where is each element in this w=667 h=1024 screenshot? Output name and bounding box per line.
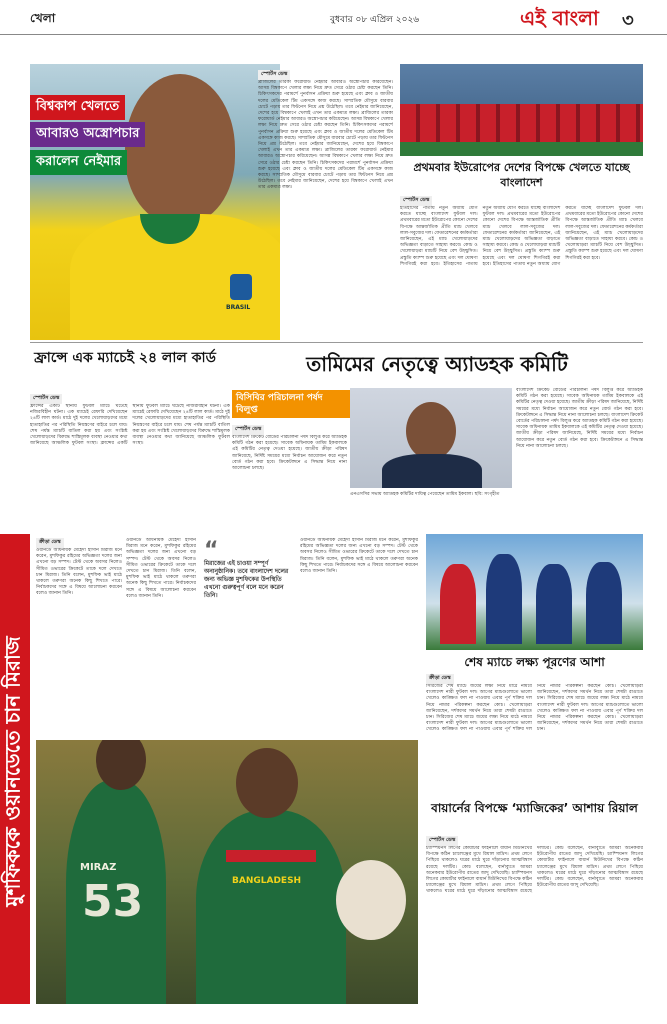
women-team-photo: [426, 534, 643, 650]
divider: [30, 342, 643, 343]
neymar-byline: স্পোর্টস ডেস্ক: [258, 70, 290, 80]
neymar-body: ব্রাজিলের তারকা ফরোয়ার্ড নেইমার আবারও অস্ত্রোপচার করিয়েছেন। আসন্ন বিশ্বকাপে খেলার লক্ষ্য নিয়ে দ্রুত সেরে ওঠার চেষ্টা করছেন তিনি। চিকিৎসকদের পরামর্শে পুনর্বাসন প্রক্রিয়া শুরু হয়েছে এবং ক্লাব ও জাতীয় দলের মেডিকেল টিম একসঙ্গে কাজ করছে। সাম্প্রতিক মৌসুমে বারবার চোটে পড়ায় তার ফিটনেস নিয়ে প্রশ্ন উঠেছিল। তবে নেইমার জানিয়েছেন, দেশের হয়ে বিশ্বকাপে খেলাই এখন তার একমাত্র লক্ষ্য। ব্রাজিলের তারকা ফরোয়ার্ড নেইমার আবারও অস্ত্রোপচার করিয়েছেন। আসন্ন বিশ্বকাপে খেলার লক্ষ্য নিয়ে দ্রুত সেরে ওঠার চেষ্টা করছেন তিনি। চিকিৎসকদের পরামর্শে পুনর্বাসন প্রক্রিয়া শুরু হয়েছে এবং ক্লাব ও জাতীয় দলের মেডিকেল টিম একসঙ্গে কাজ করছে। সাম্প্রতিক মৌসুমে বারবার চোটে পড়ায় তার ফিটনেস নিয়ে প্রশ্ন উঠেছিল। তবে নেইমার জানিয়েছেন, দেশের হয়ে বিশ্বকাপে খেলাই এখন তার একমাত্র লক্ষ্য। ব্রাজিলের তারকা ফরোয়ার্ড নেইমার আবারও অস্ত্রোপচার করিয়েছেন। আসন্ন বিশ্বকাপে খেলার লক্ষ্য নিয়ে দ্রুত সেরে ওঠার চেষ্টা করছেন তিনি। চিকিৎসকদের পরামর্শে পুনর্বাসন প্রক্রিয়া শুরু হয়েছে এবং ক্লাব ও জাতীয় দলের মেডিকেল টিম একসঙ্গে কাজ করছে। সাম্প্রতিক মৌসুমে বারবার চোটে পড়ায় তার ফিটনেস নিয়ে প্রশ্ন উঠেছিল। তবে নেইমার জানিয়েছেন, দেশের হয়ে বিশ্বকাপে খেলাই এখন তার একমাত্র লক্ষ্য।: [258, 80, 393, 191]
tamim-headline: তামিমের নেতৃত্বে অ্যাডহক কমিটি: [306, 352, 568, 376]
tamim-body-left: বাংলাদেশ ক্রিকেট বোর্ডের পরিচালনা পর্ষদ বিলুপ্ত করে অ্যাডহক কমিটি গঠন করা হয়েছে। সাবেক অধিনায়ক তামিম ইকবালকে এই কমিটির নেতৃত্ব দেওয়া হয়েছে। জাতীয় ক্রীড়া পরিষদ জানিয়েছে, নির্দিষ্ট সময়ের মধ্যে নির্বাচন আয়োজন করে নতুন বোর্ড গঠন করা হবে। ক্রিকেটাঙ্গনে এ সিদ্ধান্ত নিয়ে নানা আলোচনা চলছে।: [232, 435, 347, 472]
bayern-headline: বায়ার্নের বিপক্ষে ‘ম্যাজিকের’ আশায় রিয়াল: [431, 801, 638, 815]
section-label: খেলা: [30, 11, 56, 25]
mushfiq-quote: মিরাজের এই চাওয়া সম্পূর্ণ অনানুষ্ঠানিক। তবে বাংলাদেশ দলের জন্য অভিজ্ঞ মুশফিকের উপস্থিতি এখনো গুরুত্বপূর্ণ বলে মনে করেন তিনি।: [204, 560, 289, 599]
jersey-team: BANGLADESH: [232, 876, 302, 886]
jersey-text: BRASIL: [226, 304, 251, 311]
page-number: ৩: [622, 10, 634, 31]
tamim-body-right: বাংলাদেশ ক্রিকেট বোর্ডের পরিচালনা পর্ষদ বিলুপ্ত করে অ্যাডহক কমিটি গঠন করা হয়েছে। সাবেক অধিনায়ক তামিম ইকবালকে এই কমিটির নেতৃত্ব দেওয়া হয়েছে। জাতীয় ক্রীড়া পরিষদ জানিয়েছে, নির্দিষ্ট সময়ের মধ্যে নির্বাচন আয়োজন করে নতুন বোর্ড গঠন করা হবে। ক্রিকেটাঙ্গনে এ সিদ্ধান্ত নিয়ে নানা আলোচনা চলছে। বাংলাদেশ ক্রিকেট বোর্ডের পরিচালনা পর্ষদ বিলুপ্ত করে অ্যাডহক কমিটি গঠন করা হয়েছে। সাবেক অধিনায়ক তামিম ইকবালকে এই কমিটির নেতৃত্ব দেওয়া হয়েছে। জাতীয় ক্রীড়া পরিষদ জানিয়েছে, নির্দিষ্ট সময়ের মধ্যে নির্বাচন আয়োজন করে নতুন বোর্ড গঠন করা হবে। ক্রিকেটাঙ্গনে এ সিদ্ধান্ত নিয়ে নানা আলোচনা চলছে।: [516, 388, 643, 449]
mushfiq-body-col2: ওয়ানডে অধিনায়ক মেহেদী হাসান মিরাজ মনে করেন, মুশফিকুর রহিমের অভিজ্ঞতা দলের জন্য এখনো বড় সম্পদ। টেস্ট থেকে অবসর নিলেও সীমিত ওভারের ক্রিকেটে তাকে দলে দেখতে চান মিরাজ। তিনি বলেন, মুশফিক ভাই মাঠে থাকলে তরুণরা অনেক কিছু শিখতে পারে। নির্বাচকদের সঙ্গে এ বিষয়ে আলোচনা করবেন বলেও জানান তিনি।: [126, 538, 196, 599]
last-match-byline: ক্রীড়া ডেস্ক: [426, 674, 454, 684]
last-match-headline: শেষ ম্যাচে লক্ষ্য পূরণের আশা: [464, 655, 605, 669]
bayern-body: চ্যাম্পিয়নস লিগের কোয়ার্টার ফাইনালে বায়ার্ন মিউনিখের বিপক্ষে কঠিন চ্যালেঞ্জের মুখে রিয়াল মাদ্রিদ। প্রথম লেগে পিছিয়ে থাকলেও ঘরের মাঠে ঘুরে দাঁড়ানোর আত্মবিশ্বাস রয়েছে দলটির। কোচ বলেছেন, বার্নাব্যুতে আমরা অনেকবার ইউরোপীয় রাতের জাদু দেখিয়েছি। চ্যাম্পিয়নস লিগের কোয়ার্টার ফাইনালে বায়ার্ন মিউনিখের বিপক্ষে কঠিন চ্যালেঞ্জের মুখে রিয়াল মাদ্রিদ। প্রথম লেগে পিছিয়ে থাকলেও ঘরের মাঠে ঘুরে দাঁড়ানোর আত্মবিশ্বাস রয়েছে দলটির। কোচ বলেছেন, বার্নাব্যুতে আমরা অনেকবার ইউরোপীয় রাতের জাদু দেখিয়েছি। চ্যাম্পিয়নস লিগের কোয়ার্টার ফাইনালে বায়ার্ন মিউনিখের বিপক্ষে কঠিন চ্যালেঞ্জের মুখে রিয়াল মাদ্রিদ। প্রথম লেগে পিছিয়ে থাকলেও ঘরের মাঠে ঘুরে দাঁড়ানোর আত্মবিশ্বাস রয়েছে দলটির। কোচ বলেছেন, বার্নাব্যুতে আমরা অনেকবার ইউরোপীয় রাতের জাদু দেখিয়েছি।: [426, 846, 643, 895]
tamim-photo: [350, 388, 512, 488]
mushfiq-headline: মুশফিককে ওয়ানডেতে চান মিরাজ: [0, 636, 25, 907]
bangladesh-team-photo: [400, 64, 643, 156]
mushfiq-byline: ক্রীড়া ডেস্ক: [36, 538, 64, 548]
tamim-byline: স্পোর্টস ডেস্ক: [232, 425, 264, 435]
neymar-tag-1: বিশ্বকাপ খেলতে: [30, 95, 125, 120]
bangladesh-europe-headline: প্রথমবার ইউরোপের দেশের বিপক্ষে খেলতে যাচ্ছে বাংলাদেশ: [413, 161, 630, 189]
page-header: [0, 0, 667, 35]
france-headline: ফ্রান্সে এক ম্যাচেই ২৪ লাল কার্ড: [34, 350, 216, 366]
bangladesh-europe-byline: স্পোর্টস ডেস্ক: [400, 196, 432, 206]
france-byline: স্পোর্টস ডেস্ক: [30, 394, 62, 404]
bayern-byline: স্পোর্টস ডেস্ক: [426, 836, 458, 846]
mushfiq-body-col1: ওয়ানডে অধিনায়ক মেহেদী হাসান মিরাজ মনে করেন, মুশফিকুর রহিমের অভিজ্ঞতা দলের জন্য এখনো বড় সম্পদ। টেস্ট থেকে অবসর নিলেও সীমিত ওভারের ক্রিকেটে তাকে দলে দেখতে চান মিরাজ। তিনি বলেন, মুশফিক ভাই মাঠে থাকলে তরুণরা অনেক কিছু শিখতে পারে। নির্বাচকদের সঙ্গে এ বিষয়ে আলোচনা করবেন বলেও জানান তিনি।: [36, 548, 122, 597]
neymar-tag-3: করালেন নেইমার: [30, 150, 127, 175]
last-match-body: সিরিজের শেষ ম্যাচে জয়ের লক্ষ্য নিয়ে মাঠে নামবে বাংলাদেশ নারী ফুটবল দল। আগের ম্যাচগুলোতে ভালো খেলেও কাঙ্ক্ষিত ফল না পাওয়ায় এবার পূর্ণ শক্তির দল নিয়ে নামার পরিকল্পনা করছেন কোচ। খেলোয়াড়রা জানিয়েছেন, দর্শকদের সমর্থন নিয়ে তারা শেষটা রাঙাতে চান। সিরিজের শেষ ম্যাচে জয়ের লক্ষ্য নিয়ে মাঠে নামবে বাংলাদেশ নারী ফুটবল দল। আগের ম্যাচগুলোতে ভালো খেলেও কাঙ্ক্ষিত ফল না পাওয়ায় এবার পূর্ণ শক্তির দল নিয়ে নামার পরিকল্পনা করছেন কোচ। খেলোয়াড়রা জানিয়েছেন, দর্শকদের সমর্থন নিয়ে তারা শেষটা রাঙাতে চান। সিরিজের শেষ ম্যাচে জয়ের লক্ষ্য নিয়ে মাঠে নামবে বাংলাদেশ নারী ফুটবল দল। আগের ম্যাচগুলোতে ভালো খেলেও কাঙ্ক্ষিত ফল না পাওয়ায় এবার পূর্ণ শক্তির দল নিয়ে নামার পরিকল্পনা করছেন কোচ। খেলোয়াড়রা জানিয়েছেন, দর্শকদের সমর্থন নিয়ে তারা শেষটা রাঙাতে চান।: [426, 684, 643, 733]
mushfiq-quote-mark: “: [204, 538, 219, 563]
mushfiq-body-col3: ওয়ানডে অধিনায়ক মেহেদী হাসান মিরাজ মনে করেন, মুশফিকুর রহিমের অভিজ্ঞতা দলের জন্য এখনো বড় সম্পদ। টেস্ট থেকে অবসর নিলেও সীমিত ওভারের ক্রিকেটে তাকে দলে দেখতে চান মিরাজ। তিনি বলেন, মুশফিক ভাই মাঠে থাকলে তরুণরা অনেক কিছু শিখতে পারে। নির্বাচকদের সঙ্গে এ বিষয়ে আলোচনা করবেন বলেও জানান তিনি।: [300, 538, 418, 575]
jersey-name: MIRAZ: [80, 862, 117, 873]
issue-date: বুধবার ০৮ এপ্রিল ২০২৬: [330, 15, 420, 25]
tamim-subhead: বিসিবির পরিচালনা পর্ষদ বিলুপ্ত: [232, 390, 350, 418]
bangladesh-europe-body: ইতিহাসের পাতায় নতুন অধ্যায় যোগ করতে যাচ্ছে বাংলাদেশ ফুটবল দল। প্রথমবারের মতো ইউরোপের কোনো দেশের বিপক্ষে আন্তর্জাতিক প্রীতি ম্যাচ খেলবে লাল-সবুজের দল। ফেডারেশনের কর্মকর্তারা জানিয়েছেন, এই ম্যাচ খেলোয়াড়দের অভিজ্ঞতা বাড়াতে সাহায্য করবে। কোচ ও খেলোয়াড়রা ম্যাচটি নিয়ে বেশ উচ্ছ্বসিত। প্রস্তুতি ক্যাম্প শুরু হয়েছে এবং দল ঘোষণা শিগগিরই করা হবে। ইতিহাসের পাতায় নতুন অধ্যায় যোগ করতে যাচ্ছে বাংলাদেশ ফুটবল দল। প্রথমবারের মতো ইউরোপের কোনো দেশের বিপক্ষে আন্তর্জাতিক প্রীতি ম্যাচ খেলবে লাল-সবুজের দল। ফেডারেশনের কর্মকর্তারা জানিয়েছেন, এই ম্যাচ খেলোয়াড়দের অভিজ্ঞতা বাড়াতে সাহায্য করবে। কোচ ও খেলোয়াড়রা ম্যাচটি নিয়ে বেশ উচ্ছ্বসিত। প্রস্তুতি ক্যাম্প শুরু হয়েছে এবং দল ঘোষণা শিগগিরই করা হবে। ইতিহাসের পাতায় নতুন অধ্যায় যোগ করতে যাচ্ছে বাংলাদেশ ফুটবল দল। প্রথমবারের মতো ইউরোপের কোনো দেশের বিপক্ষে আন্তর্জাতিক প্রীতি ম্যাচ খেলবে লাল-সবুজের দল। ফেডারেশনের কর্মকর্তারা জানিয়েছেন, এই ম্যাচ খেলোয়াড়দের অভিজ্ঞতা বাড়াতে সাহায্য করবে। কোচ ও খেলোয়াড়রা ম্যাচটি নিয়ে বেশ উচ্ছ্বসিত। প্রস্তুতি ক্যাম্প শুরু হয়েছে এবং দল ঘোষণা শিগগিরই করা হবে।: [400, 206, 643, 267]
tamim-caption: এনএসসির সভায় অ্যাডহক কমিটির দায়িত্ব পেয়েছেন তামিম ইকবাল। ছবি: সংগৃহীত: [350, 492, 500, 497]
mushfiq-miraz-photo: [36, 740, 418, 1004]
jersey-number: 53: [82, 876, 144, 927]
france-body: ফ্রান্সের একটি স্থানীয় ফুটবল ম্যাচে ঘটেছে নজিরবিহীন ঘটনা। এক ম্যাচেই রেফারি দেখিয়েছেন ২৪টি লাল কার্ড। মাঠে দুই দলের খেলোয়াড়দের মধ্যে হাতাহাতির পর পরিস্থিতি নিয়ন্ত্রণের বাইরে চলে যায়। শেষ পর্যন্ত ম্যাচটি বাতিল করা হয় এবং সংশ্লিষ্ট খেলোয়াড়দের বিরুদ্ধে শাস্তিমূলক ব্যবস্থা নেওয়ার কথা জানিয়েছে আঞ্চলিক ফুটবল সংস্থা। ফ্রান্সের একটি স্থানীয় ফুটবল ম্যাচে ঘটেছে নজিরবিহীন ঘটনা। এক ম্যাচেই রেফারি দেখিয়েছেন ২৪টি লাল কার্ড। মাঠে দুই দলের খেলোয়াড়দের মধ্যে হাতাহাতির পর পরিস্থিতি নিয়ন্ত্রণের বাইরে চলে যায়। শেষ পর্যন্ত ম্যাচটি বাতিল করা হয় এবং সংশ্লিষ্ট খেলোয়াড়দের বিরুদ্ধে শাস্তিমূলক ব্যবস্থা নেওয়ার কথা জানিয়েছে আঞ্চলিক ফুটবল সংস্থা।: [30, 404, 230, 447]
masthead-logo: এই বাংলা: [520, 6, 599, 30]
neymar-tag-2: আবারও অস্ত্রোপচার: [30, 122, 145, 147]
